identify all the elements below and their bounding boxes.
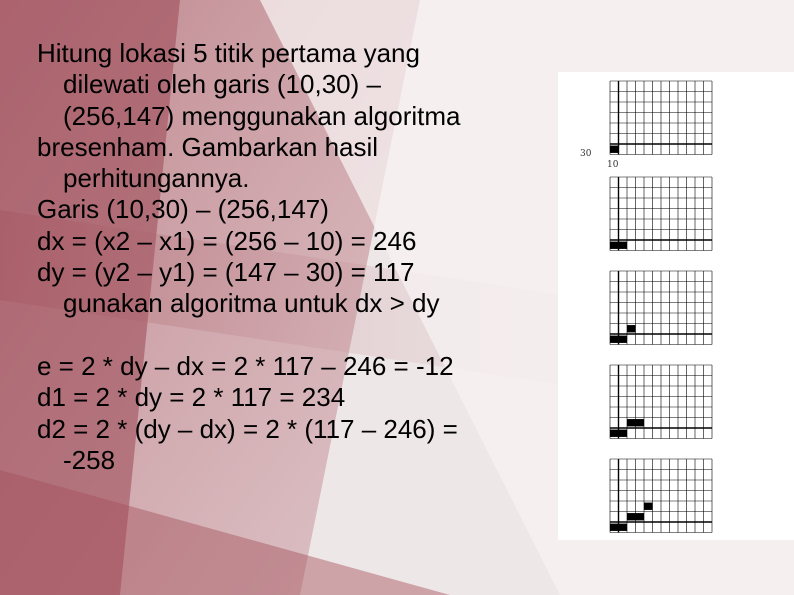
bresenham-grid-step-3 <box>609 270 715 348</box>
text-line: d1 = 2 * dy = 2 * 117 = 234 <box>37 382 346 413</box>
text-line: dilewati oleh garis (10,30) – <box>63 69 381 100</box>
bresenham-grid-step-4 <box>609 364 715 442</box>
plotted-pixel <box>619 524 628 531</box>
text-line: gunakan algoritma untuk dx > dy <box>63 288 440 319</box>
text-line: Hitung lokasi 5 titik pertama yang <box>37 38 420 68</box>
text-line: perhitungannya. <box>63 163 250 194</box>
plotted-pixel <box>610 242 619 249</box>
bresenham-grid-step-2 <box>609 176 715 254</box>
text-line: -258 <box>63 444 116 475</box>
text-line: e = 2 * dy – dx = 2 * 117 – 246 = -12 <box>37 350 454 381</box>
grid-y-label: 30 <box>580 149 592 159</box>
plotted-pixel <box>619 242 628 249</box>
text-line: dx = (x2 – x1) = (256 – 10) = 246 <box>37 225 417 256</box>
text-line: (256,147) menggunakan algoritma <box>63 100 461 131</box>
slide-body-text <box>37 38 577 476</box>
bresenham-grid-step-1 <box>609 80 715 158</box>
blank-line <box>37 320 577 351</box>
plotted-pixel <box>627 513 636 520</box>
plotted-pixel <box>636 513 645 520</box>
grid-x-label: 10 <box>607 160 619 170</box>
plotted-pixel <box>610 146 619 153</box>
plotted-pixel <box>644 503 653 510</box>
text-line: Garis (10,30) – (256,147) <box>37 194 329 225</box>
text-line: bresenham. Gambarkan hasil <box>37 131 379 162</box>
plotted-pixel <box>627 419 636 426</box>
plotted-pixel <box>610 430 619 437</box>
plotted-pixel <box>636 419 645 426</box>
text-line: dy = (y2 – y1) = (147 – 30) = 117 <box>37 257 415 288</box>
plotted-pixel <box>610 336 619 343</box>
plotted-pixel <box>627 325 636 332</box>
text-line: d2 = 2 * (dy – dx) = 2 * (117 – 246) = <box>37 413 458 444</box>
plotted-pixel <box>610 524 619 531</box>
bresenham-grid-step-5 <box>609 458 715 536</box>
plotted-pixel <box>619 336 628 343</box>
plotted-pixel <box>619 430 628 437</box>
